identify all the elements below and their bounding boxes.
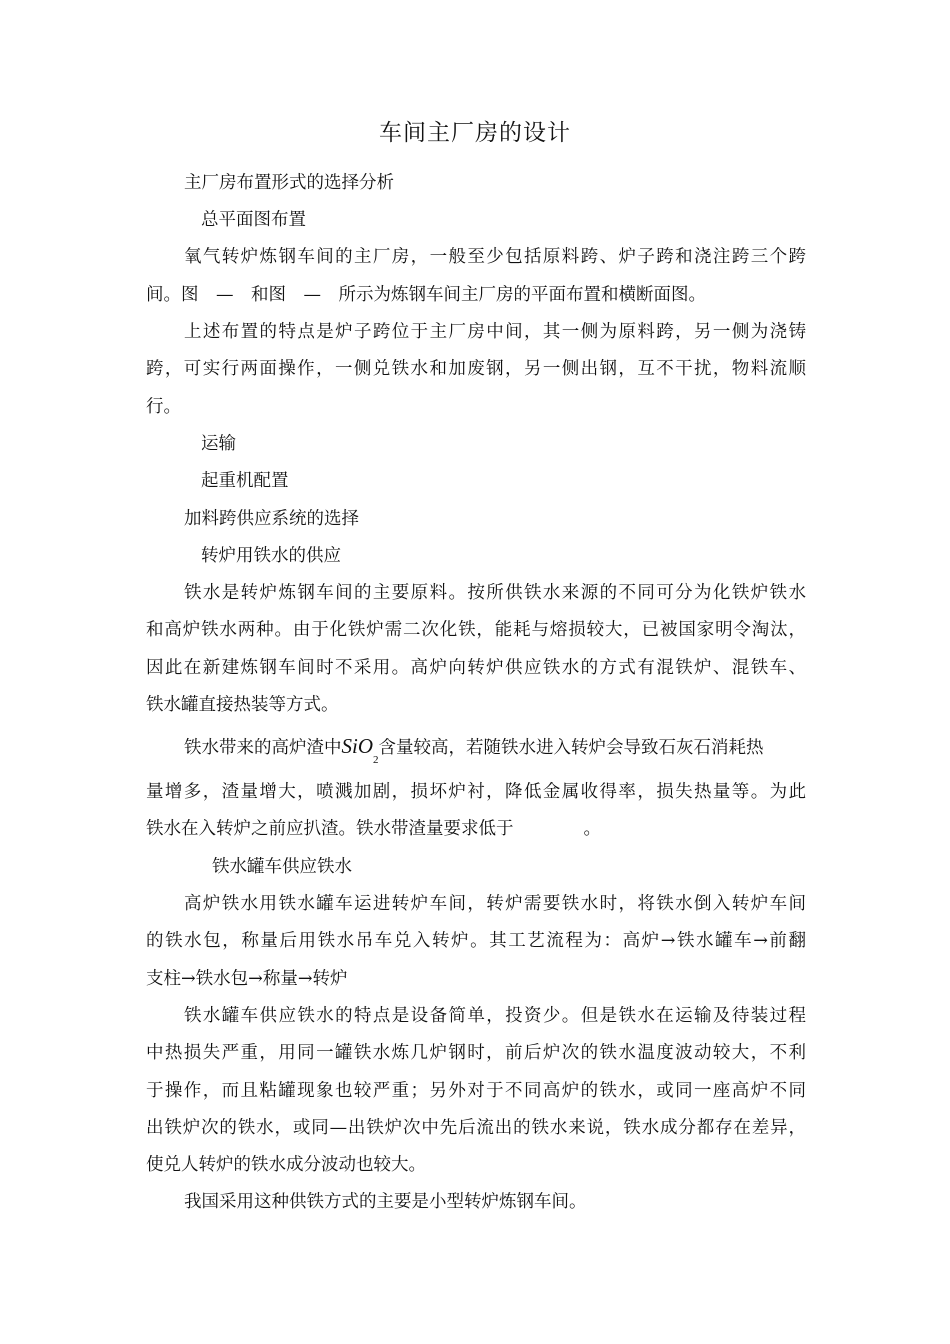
paragraph-line: 的铁水包，称量后用铁水吊车兑入转炉。其工艺流程为：高炉→铁水罐车→前翻 [146, 931, 806, 951]
sio2-formula [341, 734, 379, 766]
subsection-heading: 铁水罐车供应铁水 [212, 857, 352, 877]
paragraph-line: 上述布置的特点是炉子跨位于主厂房中间，其一侧为原料跨，另一侧为浇铸 [184, 322, 806, 342]
paragraph-line: 使兑人转炉的铁水成分波动也较大。 [146, 1155, 426, 1175]
paragraph-line: 支柱→铁水包→称量→转炉 [146, 969, 348, 989]
paragraph-line: 于操作，而且粘罐现象也较严重；另外对于不同高炉的铁水，或同一座高炉不同 [146, 1081, 806, 1101]
paragraph-line: 氧气转炉炼钢车间的主厂房，一般至少包括原料跨、炉子跨和浇注跨三个跨 [184, 247, 806, 267]
paragraph-line: 我国采用这种供铁方式的主要是小型转炉炼钢车间。 [184, 1192, 587, 1212]
paragraph-line: 铁水罐直接热装等方式。 [146, 695, 339, 715]
paragraph-line: 间。图 — 和图 — 所示为炼钢车间主厂房的平面布置和横断面图。 [146, 285, 706, 305]
paragraph-line: 跨，可实行两面操作，一侧兑铁水和加废钢，另一侧出钢，互不干扰，物料流顺 [146, 359, 806, 379]
paragraph-line: 和高炉铁水两种。由于化铁炉需二次化铁，能耗与熔损较大，已被国家明令淘汰， [146, 620, 806, 640]
paragraph-line-with-formula [184, 734, 764, 766]
paragraph-line: 行。 [146, 397, 181, 417]
paragraph-line: 铁水罐车供应铁水的特点是设备简单，投资少。但是铁水在运输及待装过程 [184, 1006, 806, 1026]
subsection-heading: 转炉用铁水的供应 [201, 546, 341, 566]
paragraph-line: 中热损失严重，用同一罐铁水炼几炉钢时，前后炉次的铁水温度波动较大，不利 [146, 1043, 806, 1063]
formula-subscript: 2 [373, 754, 379, 766]
paragraph-line: 高炉铁水用铁水罐车运进转炉车间，转炉需要铁水时，将铁水倒入转炉车间 [184, 894, 806, 914]
subsection-heading: 运输 [201, 434, 236, 454]
section-heading: 加料跨供应系统的选择 [184, 509, 359, 529]
paragraph-line: 出铁炉次的铁水，或同—出铁炉次中先后流出的铁水来说，铁水成分都存在差异， [146, 1118, 806, 1138]
paragraph-line: 因此在新建炼钢车间时不采用。高炉向转炉供应铁水的方式有混铁炉、混铁车、 [146, 658, 806, 678]
document-title: 车间主厂房的设计 [379, 120, 571, 146]
paragraph-line: 量增多，渣量增大，喷溅加剧，损坏炉衬，降低金属收得率，损失热量等。为此 [146, 782, 806, 802]
paragraph-line: 铁水在入转炉之前应扒渣。铁水带渣量要求低于 。 [146, 819, 601, 839]
section-heading: 主厂房布置形式的选择分析 [184, 173, 394, 193]
subsection-heading: 起重机配置 [201, 471, 289, 491]
formula-prefix-text: 铁水带来的高炉渣中 [184, 738, 342, 758]
formula-text: SiO [341, 734, 373, 758]
paragraph-line: 铁水是转炉炼钢车间的主要原料。按所供铁水来源的不同可分为化铁炉铁水 [184, 583, 806, 603]
formula-suffix-text: 含量较高，若随铁水进入转炉会导致石灰石消耗热 [378, 738, 764, 758]
subsection-heading: 总平面图布置 [201, 210, 306, 230]
